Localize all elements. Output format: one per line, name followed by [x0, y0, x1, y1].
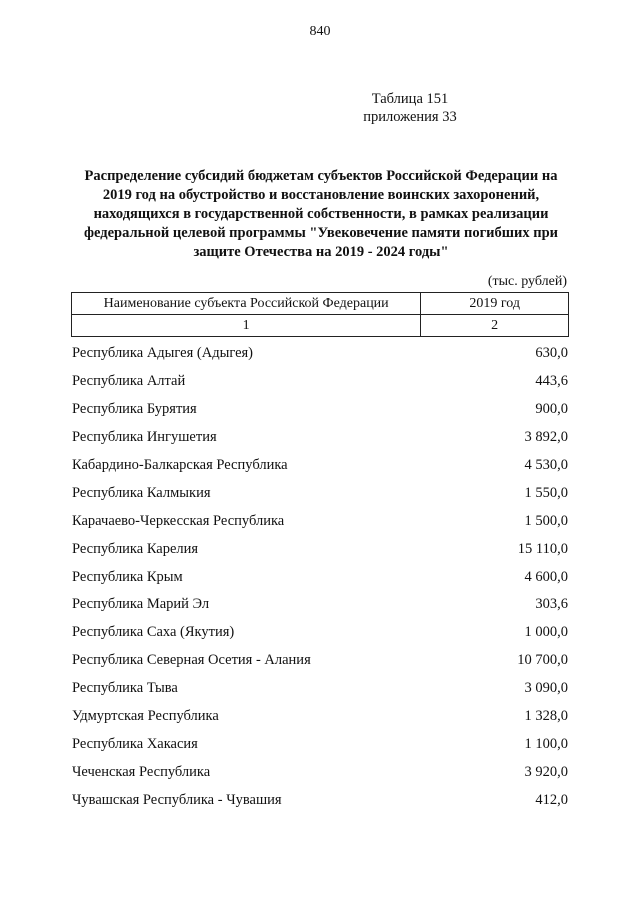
subsidy-amount: 1 000,0: [524, 624, 568, 641]
subsidy-amount: 303,6: [535, 596, 568, 613]
subject-name: Республика Ингушетия: [72, 429, 217, 446]
subsidy-amount: 15 110,0: [517, 540, 568, 557]
page-number: 840: [309, 24, 331, 39]
table-row: [72, 675, 568, 703]
subsidy-amount: 10 700,0: [517, 652, 568, 669]
subsidy-table-body: [72, 340, 568, 814]
subsidy-amount: 1 500,0: [524, 512, 568, 529]
header-row: [72, 293, 569, 315]
table-row: [72, 368, 568, 396]
table-row: [72, 591, 568, 619]
title-line: 2019 год на обустройство и восстановление воинских захоронений,: [102, 187, 540, 203]
table-row: [72, 479, 568, 507]
table-row: [72, 396, 568, 424]
title-line: Распределение субсидий бюджетам субъектов Российской Федерации на: [84, 168, 558, 184]
units-label: (тыс. рублей): [487, 274, 567, 289]
subsidy-amount: 1 100,0: [524, 735, 568, 752]
title-line: находящихся в государственной собственности, в рамках реализации: [93, 206, 549, 222]
subject-name: Чувашская Республика - Чувашия: [72, 791, 282, 808]
subject-name: Республика Марий Эл: [72, 596, 210, 613]
column-header-year: 2019 год: [421, 293, 569, 315]
subject-name: Кабардино-Балкарская Республика: [72, 457, 288, 473]
subsidy-amount: 1 550,0: [524, 484, 568, 501]
column-header-subject: Наименование субъекта Российской Федерации: [72, 293, 421, 315]
subject-name: Республика Адыгея (Адыгея): [72, 345, 254, 362]
subject-name: Республика Бурятия: [72, 401, 197, 418]
column-number-2: 2: [421, 315, 569, 337]
table-row: [72, 786, 568, 814]
table-header: [71, 292, 569, 337]
table-row: [72, 452, 568, 480]
subject-name: Республика Алтай: [72, 373, 186, 390]
subject-name: Удмуртская Республика: [72, 708, 219, 725]
table-row: [72, 619, 568, 647]
subject-name: Республика Хакасия: [72, 735, 198, 752]
table-caption: [300, 90, 520, 126]
table-row: [72, 424, 568, 452]
subject-name: Чеченская Республика: [72, 763, 211, 780]
table-row: [72, 507, 568, 535]
subsidy-amount: 3 090,0: [524, 680, 568, 697]
table-row: [72, 730, 568, 758]
table-row: [72, 703, 568, 731]
document-title: [66, 167, 576, 262]
subject-name: Республика Карелия: [72, 540, 199, 557]
column-number-1: 1: [72, 315, 421, 337]
table-caption-number: Таблица 151: [371, 91, 449, 107]
title-line: федеральной целевой программы "Увековечение памяти погибших при: [83, 225, 559, 241]
subject-name: Республика Тыва: [72, 680, 178, 697]
subject-name: Республика Крым: [72, 568, 183, 585]
column-number-row: [72, 315, 569, 337]
table-row: [72, 340, 568, 368]
subject-name: Республика Калмыкия: [72, 484, 211, 501]
table-caption-appendix: приложения 33: [363, 109, 457, 125]
subsidy-amount: 3 920,0: [524, 763, 568, 780]
subject-name: Республика Северная Осетия - Алания: [72, 652, 311, 669]
table-row: [72, 647, 568, 675]
subsidy-amount: 900,0: [535, 401, 568, 418]
title-line: защите Отечества на 2019 - 2024 годы": [193, 244, 449, 260]
subsidy-amount: 443,6: [535, 373, 568, 390]
subsidy-amount: 3 892,0: [524, 429, 568, 446]
subsidy-amount: 4 600,0: [524, 568, 568, 585]
subsidy-amount: 630,0: [535, 345, 568, 362]
subsidy-amount: 4 530,0: [524, 457, 568, 473]
subject-name: Карачаево-Черкесская Республика: [72, 512, 285, 529]
table-row: [72, 758, 568, 786]
subject-name: Республика Саха (Якутия): [72, 624, 235, 641]
subsidy-amount: 1 328,0: [524, 708, 568, 725]
table-row: [72, 535, 568, 563]
subsidy-amount: 412,0: [535, 791, 568, 808]
table-row: [72, 563, 568, 591]
